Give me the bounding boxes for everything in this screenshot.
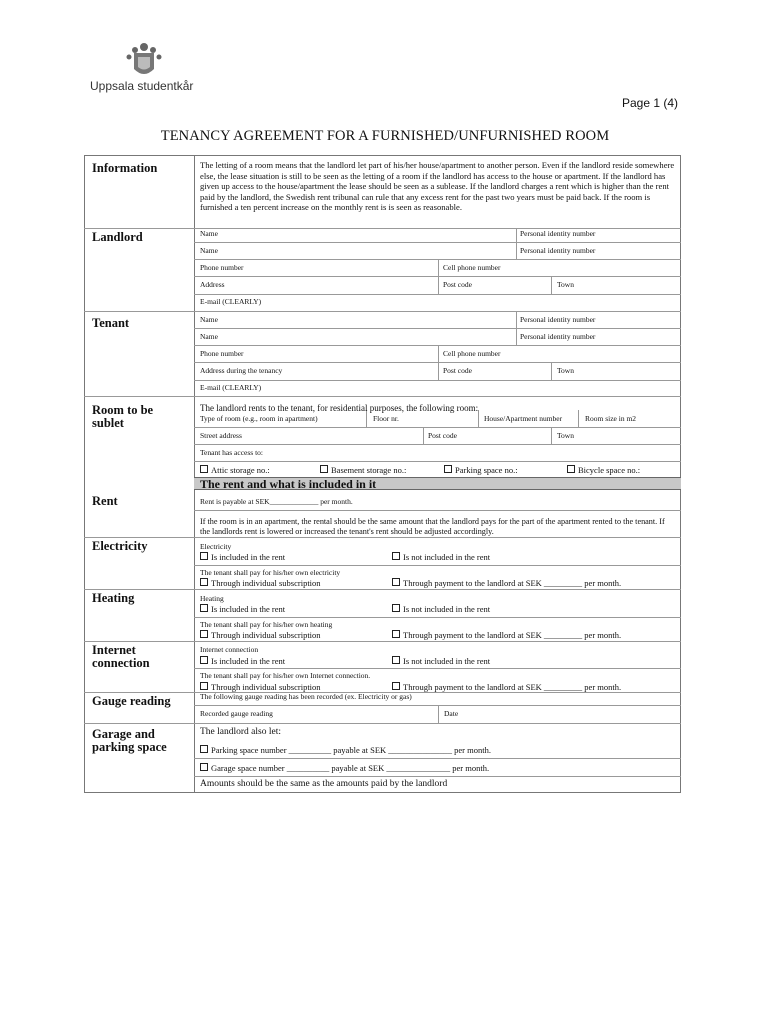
internet-label: Internet connection — [92, 643, 150, 670]
bicycle-label: Bicycle space no.: — [578, 465, 641, 475]
electricity-landlord-checkbox[interactable]: Through payment to the landlord at SEK _________ per month. — [392, 578, 621, 588]
tenant-pid-field[interactable]: Personal identity number — [520, 315, 596, 324]
room-size-field[interactable]: Room size in m2 — [585, 414, 637, 423]
bicycle-checkbox[interactable] — [567, 465, 640, 475]
rent-section-heading-text: The rent and what is included in it — [200, 477, 377, 491]
room-town-field[interactable]: Town — [557, 431, 574, 440]
information-label: Information — [92, 161, 158, 175]
rent-section-heading — [194, 477, 681, 490]
landlord-label: Landlord — [92, 230, 143, 244]
landlord-pid-field[interactable]: Personal identity number — [520, 229, 596, 238]
organization-name: Uppsala studentkår — [90, 79, 194, 93]
apartment-number-field[interactable]: House/Apartment number — [484, 414, 563, 423]
room-postcode-field[interactable]: Post code — [428, 431, 457, 440]
heating-head: Heating — [200, 594, 224, 603]
electricity-label: Electricity — [92, 539, 148, 553]
gauge-label: Gauge reading — [92, 694, 171, 708]
tenant-email-field[interactable]: E-mail (CLEARLY) — [200, 383, 262, 392]
electricity-not-included-checkbox[interactable]: Is not included in the rent — [392, 552, 490, 562]
garage-label: Garage and parking space — [92, 727, 167, 754]
rent-payable-field[interactable]: Rent is payable at SEK_____________ per month. — [200, 497, 353, 506]
parking-checkbox[interactable] — [444, 465, 518, 475]
garage-amounts-note: Amounts should be the same as the amounts paid by the landlord — [200, 779, 448, 789]
tenant-name-field[interactable]: Name — [200, 315, 218, 324]
room-type-field[interactable]: Type of room (e.g., room in apartment) — [200, 414, 318, 423]
landlord-postcode-field[interactable]: Post code — [443, 280, 472, 289]
landlord-name-field[interactable]: Name — [200, 229, 218, 238]
uppsala-studentkar-crest-logo — [120, 41, 168, 81]
basement-checkbox[interactable] — [320, 465, 406, 475]
parking-space-checkbox[interactable]: Parking space number __________ payable at SEK _______________ per month. — [200, 745, 491, 755]
landlord-email-field[interactable]: E-mail (CLEARLY) — [200, 297, 262, 306]
heating-individual-checkbox[interactable]: Through individual subscription — [200, 630, 321, 640]
rent-note: If the room is in an apartment, the rental should be the same amount that the landlord pays for the part of the apartment rented to the tenant. If the landlords rent is lowered or increased the tenant's rent should be adjusted accordingly. — [200, 517, 665, 536]
heating-included-checkbox[interactable]: Is included in the rent — [200, 604, 285, 614]
internet-shall-pay: The tenant shall pay for his/her own Internet connection. — [200, 671, 371, 680]
attic-label: Attic storage no.: — [211, 465, 270, 475]
heating-label: Heating — [92, 591, 135, 605]
information-text: The letting of a room means that the landlord let part of his/her house/apartment to another person. Even if the landlord reside somewhere else, the lease situation is still to be seen as the letting of a room if the landlord has access to the house or apartment. If the landlord has given up access to the house/apartment the lease should be seen as a sublease. If the landlord charges a rent which is higher than the rent paid by the landlord, the Swedish rent tribunal can rule that any excess rent for the past two years must be paid back. If the room is furnished a ten percent increase on the monthly rent is is seen as reasonable. — [200, 160, 675, 213]
internet-individual-checkbox[interactable]: Through individual subscription — [200, 682, 321, 692]
parking-label: Parking space no.: — [455, 465, 518, 475]
rent-label: Rent — [92, 494, 118, 508]
page-number: Page 1 (4) — [622, 96, 679, 110]
internet-landlord-checkbox[interactable]: Through payment to the landlord at SEK _________ per month. — [392, 682, 621, 692]
electricity-individual-checkbox[interactable]: Through individual subscription — [200, 578, 321, 588]
garage-intro: The landlord also let: — [200, 727, 281, 737]
heating-shall-pay: The tenant shall pay for his/her own heating — [200, 620, 333, 629]
basement-label: Basement storage no.: — [331, 465, 407, 475]
tenant-phone-field[interactable]: Phone number — [200, 349, 244, 358]
room-label: Room to be sublet — [92, 403, 154, 430]
landlord-address-field[interactable]: Address — [200, 280, 225, 289]
tenant-cell-field[interactable]: Cell phone number — [443, 349, 501, 358]
landlord-pid2-field[interactable]: Personal identity number — [520, 246, 596, 255]
landlord-cell-field[interactable]: Cell phone number — [443, 263, 501, 272]
room-intro: The landlord rents to the tenant, for residential purposes, the following room: — [200, 403, 479, 413]
label-column-divider — [194, 155, 195, 793]
tenant-postcode-field[interactable]: Post code — [443, 366, 472, 375]
internet-head: Internet connection — [200, 645, 259, 654]
tenant-label: Tenant — [92, 316, 130, 330]
street-address-field[interactable]: Street address — [200, 431, 242, 440]
garage-space-checkbox[interactable]: Garage space number __________ payable at SEK _______________ per month. — [200, 763, 489, 773]
landlord-town-field[interactable]: Town — [557, 280, 574, 289]
access-label: Tenant has access to: — [200, 448, 263, 457]
tenant-address-field[interactable]: Address during the tenancy — [200, 366, 283, 375]
electricity-shall-pay: The tenant shall pay for his/her own electricity — [200, 568, 341, 577]
document-title: TENANCY AGREEMENT FOR A FURNISHED/UNFURNISHED ROOM — [160, 128, 610, 144]
gauge-head: The following gauge reading has been recorded (ex. Electricity or gas) — [200, 692, 412, 701]
gauge-date-field[interactable]: Date — [444, 709, 459, 718]
electricity-head: Electricity — [200, 542, 232, 551]
gauge-recorded-field[interactable]: Recorded gauge reading — [200, 709, 273, 718]
internet-not-included-checkbox[interactable]: Is not included in the rent — [392, 656, 490, 666]
landlord-phone-field[interactable]: Phone number — [200, 263, 244, 272]
floor-field[interactable]: Floor nr. — [373, 414, 399, 423]
tenant-town-field[interactable]: Town — [557, 366, 574, 375]
internet-included-checkbox[interactable]: Is included in the rent — [200, 656, 285, 666]
attic-checkbox[interactable] — [200, 465, 270, 475]
tenant-name2-field[interactable]: Name — [200, 332, 218, 341]
heating-not-included-checkbox[interactable]: Is not included in the rent — [392, 604, 490, 614]
heating-landlord-checkbox[interactable]: Through payment to the landlord at SEK _________ per month. — [392, 630, 621, 640]
tenant-pid2-field[interactable]: Personal identity number — [520, 332, 596, 341]
electricity-included-checkbox[interactable]: Is included in the rent — [200, 552, 285, 562]
landlord-name2-field[interactable]: Name — [200, 246, 218, 255]
